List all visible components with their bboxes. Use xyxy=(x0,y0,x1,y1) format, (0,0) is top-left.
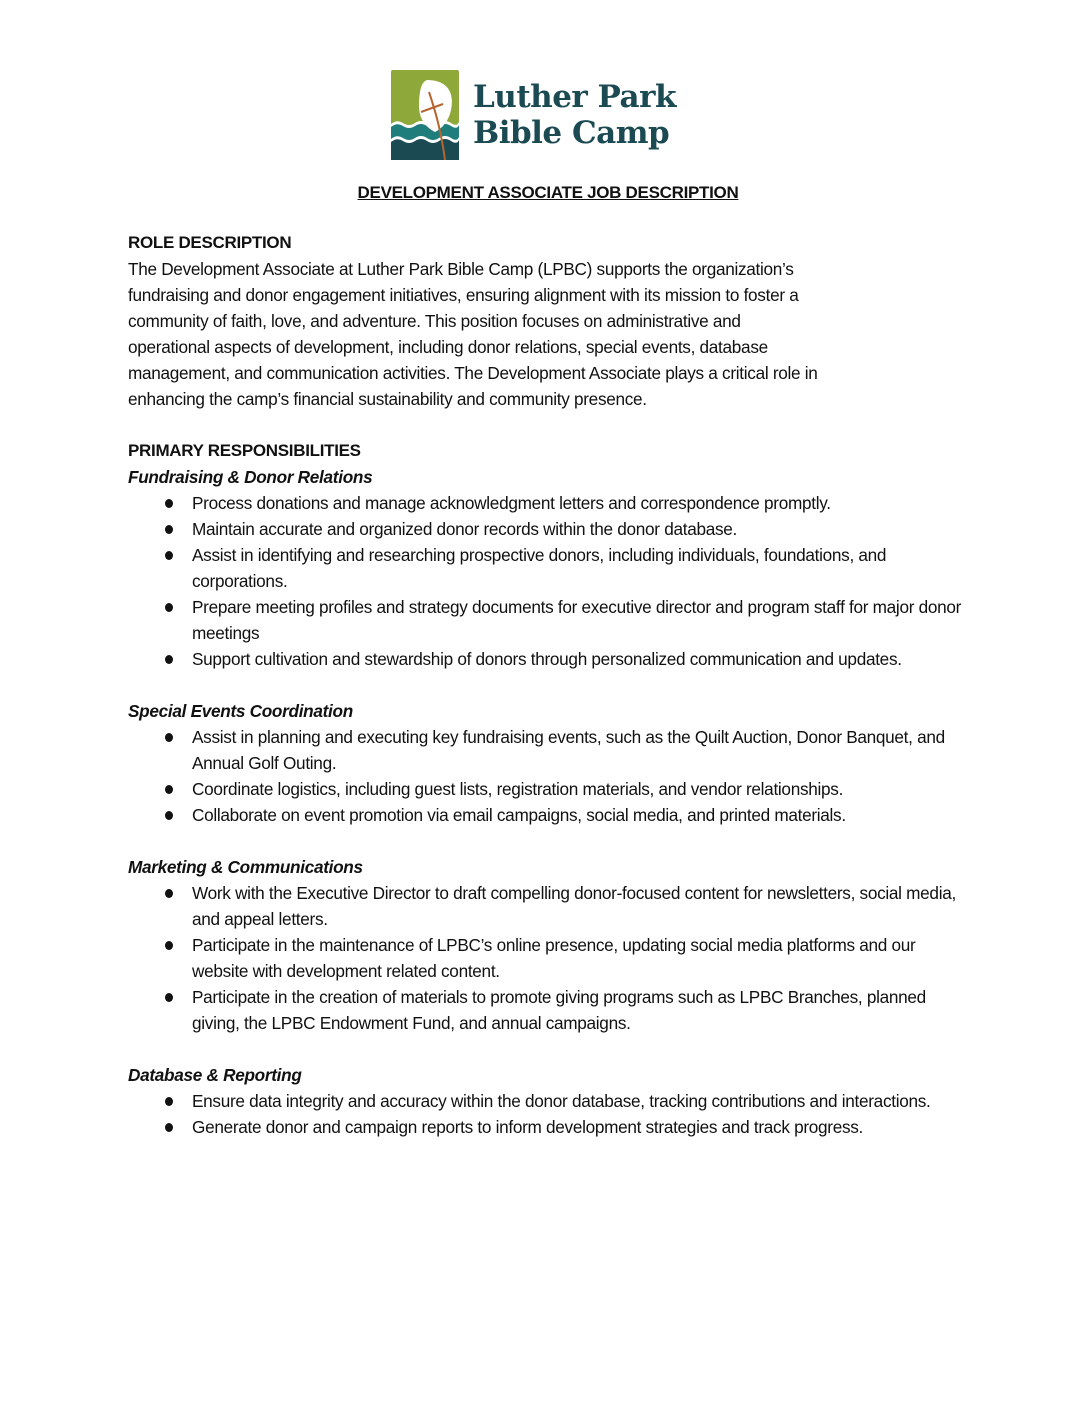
list-item-text: Coordinate logistics, including guest lists, registration materials, and vendor relationships. xyxy=(192,779,844,799)
subsection-heading-special-events: Special Events Coordination xyxy=(128,701,353,721)
bullet-icon xyxy=(165,551,173,560)
list-item xyxy=(128,490,968,516)
bullet-icon xyxy=(165,785,173,794)
subsection-heading-fundraising: Fundraising & Donor Relations xyxy=(128,467,373,487)
primary-responsibilities-heading: PRIMARY RESPONSIBILITIES xyxy=(128,441,361,460)
job-description-document xyxy=(128,180,968,1140)
marketing-list xyxy=(128,880,968,1036)
list-item-text: Ensure data integrity and accuracy within the donor database, tracking contributions and interactions. xyxy=(192,1091,931,1111)
list-item xyxy=(128,802,968,828)
list-item xyxy=(128,1114,968,1140)
list-item-text: Support cultivation and stewardship of donors through personalized communication and updates. xyxy=(192,649,902,669)
list-item-text: Participate in the maintenance of LPBC’s online presence, updating social media platforms and our website with development related content. xyxy=(192,935,916,981)
list-item-text: Process donations and manage acknowledgment letters and correspondence promptly. xyxy=(192,493,831,513)
list-item xyxy=(128,880,968,932)
list-item xyxy=(128,724,968,776)
subsection-heading-database: Database & Reporting xyxy=(128,1065,302,1085)
list-item-text: Prepare meeting profiles and strategy documents for executive director and program staff for major donor meetings xyxy=(192,597,962,643)
bullet-icon xyxy=(165,941,173,950)
list-item xyxy=(128,984,968,1036)
subsection-heading-marketing: Marketing & Communications xyxy=(128,857,363,877)
list-item xyxy=(128,776,968,802)
list-item-text: Assist in identifying and researching prospective donors, including individuals, foundations, and corporations. xyxy=(192,545,887,591)
list-item xyxy=(128,932,968,984)
bullet-icon xyxy=(165,525,173,534)
logo-line-1: Luther Park xyxy=(473,79,676,115)
camp-logo xyxy=(391,70,701,160)
role-description-line: enhancing the camp’s financial sustainability and community presence. xyxy=(128,389,647,409)
role-description-line: management, and communication activities. The Development Associate plays a critical role in xyxy=(128,363,818,383)
role-description-line: operational aspects of development, including donor relations, special events, database xyxy=(128,337,768,357)
bullet-icon xyxy=(165,733,173,742)
bullet-icon xyxy=(165,499,173,508)
database-list xyxy=(128,1088,968,1140)
spacer xyxy=(128,672,968,698)
bullet-icon xyxy=(165,811,173,820)
logo-line-2: Bible Camp xyxy=(473,115,670,151)
role-description-line: The Development Associate at Luther Park Bible Camp (LPBC) supports the organization’s xyxy=(128,259,794,279)
role-description-paragraph xyxy=(128,256,968,412)
list-item-text: Assist in planning and executing key fundraising events, such as the Quilt Auction, Donor Banquet, and Annual Golf Outing. xyxy=(192,727,945,773)
bullet-icon xyxy=(165,1097,173,1106)
document-title: DEVELOPMENT ASSOCIATE JOB DESCRIPTION xyxy=(357,183,739,202)
list-item-text: Maintain accurate and organized donor records within the donor database. xyxy=(192,519,737,539)
special-events-list xyxy=(128,724,968,828)
bullet-icon xyxy=(165,655,173,664)
spacer xyxy=(128,1036,968,1062)
leaf-cross-waves-icon xyxy=(391,70,459,160)
bullet-icon xyxy=(165,603,173,612)
spacer xyxy=(128,828,968,854)
list-item xyxy=(128,516,968,542)
logo-wordmark xyxy=(473,79,676,151)
bullet-icon xyxy=(165,889,173,898)
list-item xyxy=(128,542,968,594)
role-description-line: fundraising and donor engagement initiatives, ensuring alignment with its mission to foster a xyxy=(128,285,799,305)
list-item-text: Work with the Executive Director to draft compelling donor-focused content for newsletters, social media, and appeal letters. xyxy=(192,883,956,929)
spacer xyxy=(128,412,968,438)
list-item-text: Collaborate on event promotion via email campaigns, social media, and printed materials. xyxy=(192,805,846,825)
list-item xyxy=(128,594,968,646)
bullet-icon xyxy=(165,993,173,1002)
role-description-heading: ROLE DESCRIPTION xyxy=(128,233,292,252)
role-description-line: community of faith, love, and adventure. This position focuses on administrative and xyxy=(128,311,741,331)
list-item-text: Participate in the creation of materials to promote giving programs such as LPBC Branches, planned giving, the LPBC Endowment Fund, and annual campaigns. xyxy=(192,987,926,1033)
list-item xyxy=(128,646,968,672)
list-item-text: Generate donor and campaign reports to inform development strategies and track progress. xyxy=(192,1117,864,1137)
fundraising-list xyxy=(128,490,968,672)
list-item xyxy=(128,1088,968,1114)
bullet-icon xyxy=(165,1123,173,1132)
